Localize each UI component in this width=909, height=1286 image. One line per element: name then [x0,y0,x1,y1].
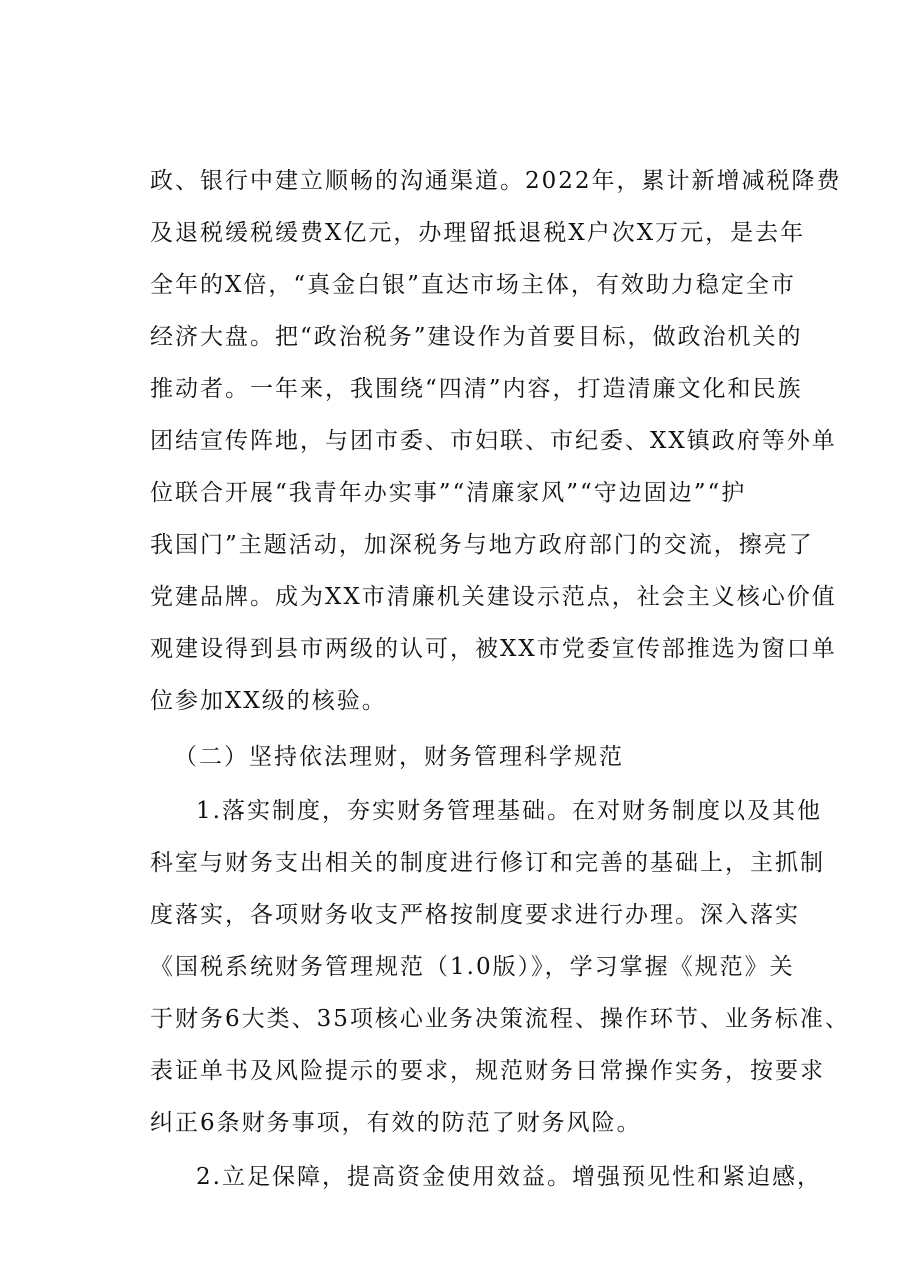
paragraph-line: 全年的X倍，“真金白银”直达市场主体，有效助力稳定全市 [150,272,796,298]
paragraph-line: 我国门”主题活动，加深税务与地方政府部门的交流，擦亮了 [150,532,814,558]
paragraph-line: 科室与财务支出相关的制度进行修订和完善的基础上，主抓制 [150,850,825,876]
section-heading: （二）坚持依法理财，财务管理科学规范 [174,744,624,770]
paragraph-line: 2.立足保障，提高资金使用效益。增强预见性和紧迫感， [196,1164,822,1190]
paragraph-line: 推动者。一年来，我围绕“四清”内容，打造清廉文化和民族 [150,376,803,402]
paragraph-line: 党建品牌。成为XX市清廉机关建设示范点，社会主义核心价值 [150,584,837,610]
paragraph-line: 及退税缓税缓费X亿元，办理留抵退税X户次X万元，是去年 [150,220,806,246]
paragraph-line: 度落实，各项财务收支严格按制度要求进行办理。深入落实 [150,902,800,928]
paragraph-line: 1.落实制度，夯实财务管理基础。在对财务制度以及其他 [196,798,822,824]
paragraph-line: 纠正6条财务事项，有效的防范了财务风险。 [150,1110,642,1136]
paragraph-line: 表证单书及风险提示的要求，规范财务日常操作实务，按要求 [150,1058,825,1084]
paragraph-line: 经济大盘。把“政治税务”建设作为首要目标，做政治机关的 [150,324,803,350]
paragraph-line: 政、银行中建立顺畅的沟通渠道。2022年，累计新增减税降费 [150,168,842,194]
paragraph-line: 位联合开展“我青年办实事”“清廉家风”“守边固边”“护 [150,480,747,506]
paragraph-line: 位参加XX级的核验。 [150,688,387,714]
paragraph-line: 观建设得到县市两级的认可，被XX市党委宣传部推选为窗口单 [150,636,837,662]
paragraph-line: 团结宣传阵地，与团市委、市妇联、市纪委、XX镇政府等外单 [150,428,837,454]
paragraph-line: 于财务6大类、35项核心业务决策流程、操作环节、业务标准、 [150,1006,850,1032]
paragraph-line: 《国税系统财务管理规范（1.0版）》，学习掌握《规范》关 [150,954,795,980]
